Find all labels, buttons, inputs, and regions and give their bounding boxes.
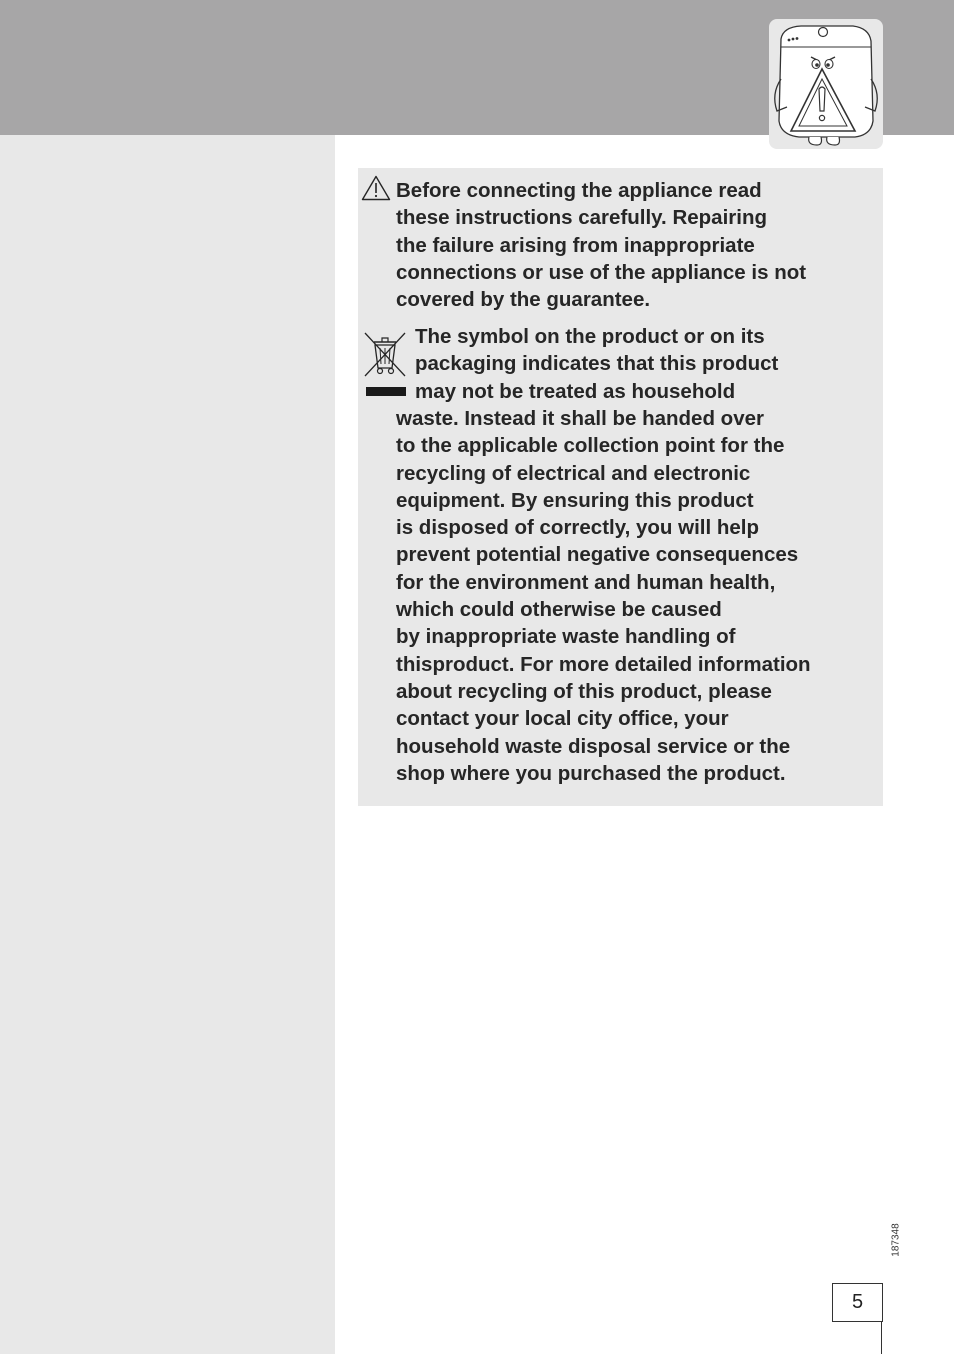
notice-panel — [358, 168, 883, 806]
mascot-box — [769, 19, 883, 149]
warning-triangle-mascot-icon — [769, 19, 883, 149]
paragraph-weee-body: waste. Instead it shall be handed over to the applicable collection point for the recycling of electrical and electronic equipment. By ensuring this product is disposed of correctly, you will help prevent potential negative consequences for the environment and human health, which could otherwise be caused by inappropriate waste handling of thisproduct. For more detailed information about recycling of this product, please contact your local city office, your household waste disposal service or the shop where you purchased the product. — [396, 407, 811, 785]
document-code: 187348 — [890, 1223, 902, 1257]
page-number: 5 — [832, 1283, 883, 1322]
crossed-out-wheelie-bin-icon — [362, 330, 408, 400]
paragraph-connection-warning: Before connecting the appliance read these instructions carefully. Repairing the failure arising from inappropriate connections or use of the appliance is not covered by the guarantee. — [396, 179, 807, 312]
left-column — [0, 135, 335, 1354]
warning-triangle-icon — [361, 175, 391, 201]
paragraph-weee-intro: The symbol on the product or on its packaging indicates that this product may not be treated as household — [415, 325, 779, 403]
page-number-rule — [881, 1321, 882, 1354]
